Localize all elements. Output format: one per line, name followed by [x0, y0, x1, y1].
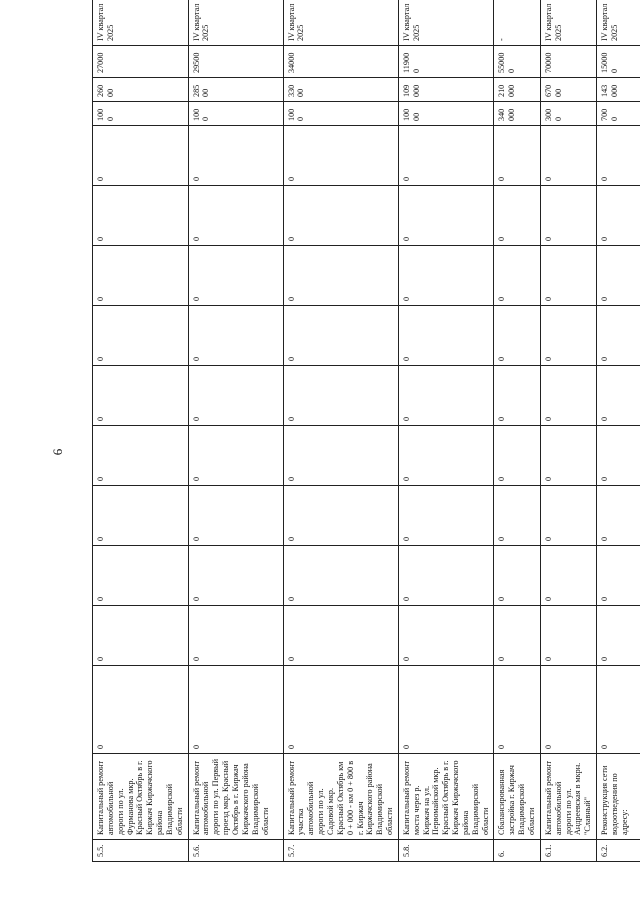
table-row — [494, 0, 540, 862]
value-cell: 0 — [93, 366, 189, 426]
value-cell: 0 — [93, 246, 189, 306]
value-cell: 0 — [188, 606, 283, 666]
term-cell: IV квартал 2025 — [597, 0, 640, 46]
term-cell: IV квартал 2025 — [283, 0, 398, 46]
value-cell: 0 — [188, 426, 283, 486]
value-cell: 0 — [398, 306, 494, 366]
value-cell: 0 — [494, 306, 540, 366]
budget-table — [92, 0, 640, 862]
value-cell: 0 — [188, 246, 283, 306]
value-cell: 0 — [93, 606, 189, 666]
value-cell: 0 — [494, 246, 540, 306]
value-cell: 0 — [283, 606, 398, 666]
value-cell: 150000 — [597, 46, 640, 78]
value-cell: 0 — [540, 186, 596, 246]
value-cell: 340000 — [494, 102, 540, 126]
value-cell: 0 — [494, 366, 540, 426]
value-cell: 0 — [597, 486, 640, 546]
value-cell: 0 — [494, 606, 540, 666]
row-number-cell: 6.2. — [597, 840, 640, 862]
value-cell: 0 — [540, 366, 596, 426]
value-cell: 0 — [283, 546, 398, 606]
value-cell: 0 — [93, 546, 189, 606]
value-cell: 0 — [283, 426, 398, 486]
value-cell: 0 — [597, 606, 640, 666]
value-cell: 0 — [398, 606, 494, 666]
table-row — [93, 0, 189, 862]
row-number-cell: 5.7. — [283, 840, 398, 862]
value-cell: 28500 — [188, 78, 283, 102]
value-cell: 1000 — [283, 102, 398, 126]
value-cell: 27000 — [93, 46, 189, 78]
term-cell: IV квартал 2025 — [540, 0, 596, 46]
row-number-cell: 6. — [494, 840, 540, 862]
value-cell: 0 — [494, 426, 540, 486]
value-cell: 33000 — [283, 78, 398, 102]
page-number: 6 — [50, 448, 65, 456]
term-cell: IV квартал 2025 — [188, 0, 283, 46]
value-cell: 0 — [188, 546, 283, 606]
value-cell: 0 — [597, 126, 640, 186]
row-name-cell: Капитальный ремонт моста через р. Киржач на ул. Первомайской мкр. Красный Октябрь в г. Киржач Киржачского района Владимирской области — [398, 754, 494, 840]
value-cell: 210000 — [494, 78, 540, 102]
value-cell: 0 — [188, 366, 283, 426]
rotated-table-container — [92, 3, 629, 862]
value-cell: 0 — [398, 186, 494, 246]
value-cell: 0 — [494, 126, 540, 186]
value-cell: 1000 — [188, 102, 283, 126]
value-cell: 0 — [283, 246, 398, 306]
value-cell: 0 — [93, 186, 189, 246]
value-cell: 143000 — [597, 78, 640, 102]
value-cell: 0 — [398, 426, 494, 486]
table-row — [283, 0, 398, 862]
value-cell: 1000 — [93, 102, 189, 126]
table-row — [540, 0, 596, 862]
row-name-cell: Капитальный ремонт автомобильной дороги по ул. Фурманова мкр. Красный Октябрь в г. Киржач Киржачского района Владимирской области — [93, 754, 189, 840]
value-cell: 109000 — [398, 78, 494, 102]
table-body — [93, 0, 640, 862]
value-cell: 0 — [597, 186, 640, 246]
row-number-cell: 5.5. — [93, 840, 189, 862]
value-cell: 34000 — [283, 46, 398, 78]
value-cell: 0 — [540, 666, 596, 754]
value-cell: 0 — [398, 546, 494, 606]
value-cell: 7000 — [597, 102, 640, 126]
value-cell: 0 — [398, 486, 494, 546]
row-number-cell: 5.6. — [188, 840, 283, 862]
value-cell: 0 — [540, 606, 596, 666]
table-row — [597, 0, 640, 862]
value-cell: 0 — [283, 306, 398, 366]
value-cell: 0 — [540, 486, 596, 546]
value-cell: 29500 — [188, 46, 283, 78]
row-name-cell: Капитальный ремонт участка автомобильной дороги по ул. Садовой мкр. Красный Октябрь км 0 + 000 - км 0 + 800 в г. Киржач Киржачского района Владимирской области — [283, 754, 398, 840]
value-cell: 0 — [597, 426, 640, 486]
value-cell: 0 — [93, 426, 189, 486]
value-cell: 0 — [597, 306, 640, 366]
value-cell: 550000 — [494, 46, 540, 78]
row-name-cell: Капитальный ремонт автомобильной дороги по ул. Первый проезд мкр. Красный Октябрь в г. Киржач Киржачского района Владимирской области — [188, 754, 283, 840]
value-cell: 0 — [283, 366, 398, 426]
value-cell: 0 — [188, 486, 283, 546]
value-cell: 0 — [283, 126, 398, 186]
value-cell: 10000 — [398, 102, 494, 126]
row-name-cell: Капитальный ремонт автомобильной дороги по ул. Андреевская в мкрн. "Славный" — [540, 754, 596, 840]
row-number-cell: 6.1. — [540, 840, 596, 862]
value-cell: 0 — [93, 126, 189, 186]
value-cell: 26000 — [93, 78, 189, 102]
table-wrapper — [92, 3, 629, 862]
row-name-cell: Сбалансированная застройка г. Киржач Владимирской области — [494, 754, 540, 840]
value-cell: 0 — [540, 246, 596, 306]
value-cell: 0 — [494, 486, 540, 546]
value-cell: 0 — [398, 366, 494, 426]
term-cell: IV квартал 2025 — [398, 0, 494, 46]
value-cell: 0 — [398, 126, 494, 186]
value-cell: 0 — [398, 246, 494, 306]
value-cell: 0 — [494, 186, 540, 246]
value-cell: 0 — [283, 486, 398, 546]
row-number-cell: 5.8. — [398, 840, 494, 862]
term-cell: IV квартал 2025 — [93, 0, 189, 46]
value-cell: 119000 — [398, 46, 494, 78]
value-cell: 0 — [93, 666, 189, 754]
value-cell: 0 — [283, 666, 398, 754]
value-cell: 3000 — [540, 102, 596, 126]
value-cell: 0 — [188, 306, 283, 366]
value-cell: 0 — [398, 666, 494, 754]
value-cell: 0 — [597, 366, 640, 426]
value-cell: 0 — [540, 426, 596, 486]
term-cell: - — [494, 0, 540, 46]
value-cell: 0 — [188, 126, 283, 186]
value-cell: 0 — [540, 126, 596, 186]
value-cell: 0 — [597, 246, 640, 306]
value-cell: 70000 — [540, 46, 596, 78]
value-cell: 0 — [597, 546, 640, 606]
value-cell: 0 — [540, 546, 596, 606]
table-row — [398, 0, 494, 862]
value-cell: 0 — [188, 186, 283, 246]
value-cell: 0 — [188, 666, 283, 754]
value-cell: 0 — [494, 666, 540, 754]
value-cell: 0 — [494, 546, 540, 606]
value-cell: 0 — [597, 666, 640, 754]
table-row — [188, 0, 283, 862]
value-cell: 0 — [283, 186, 398, 246]
row-name-cell: Реконструкция сети водоотведения по адресу: — [597, 754, 640, 840]
value-cell: 0 — [540, 306, 596, 366]
value-cell: 0 — [93, 486, 189, 546]
value-cell: 0 — [93, 306, 189, 366]
value-cell: 67000 — [540, 78, 596, 102]
